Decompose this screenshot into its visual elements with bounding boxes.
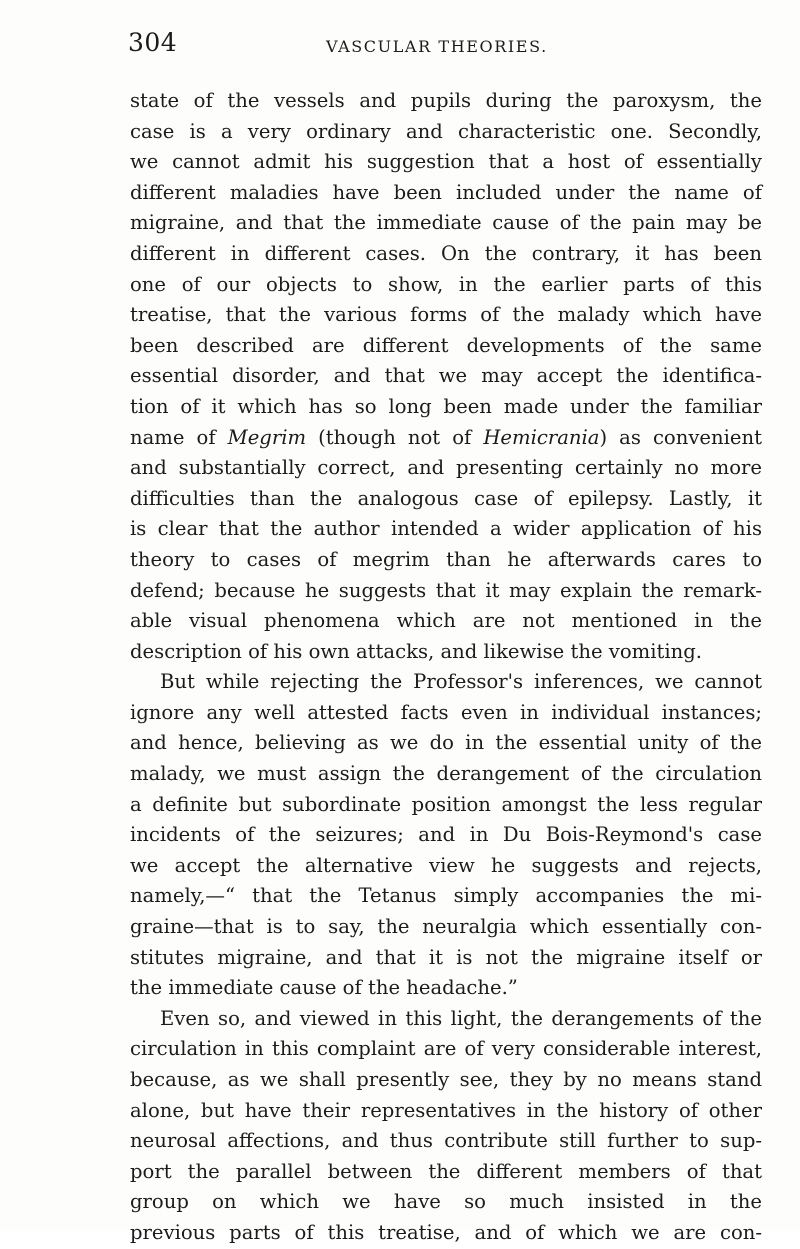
text-line: treatise, that the various forms of the malady which have	[130, 303, 762, 327]
text-line: graine—that is to say, the neuralgia which essentially con-	[130, 915, 762, 939]
text-run: name of	[130, 425, 228, 449]
text-line: description of his own attacks, and likewise the vomiting.	[130, 639, 703, 663]
text-line: stitutes migraine, and that it is not the migraine itself or	[130, 945, 762, 969]
text-line: different in different cases. On the contrary, it has been	[130, 241, 762, 265]
paragraph-3	[130, 1004, 762, 1249]
text-line: Even so, and viewed in this light, the derangements of the	[160, 1006, 762, 1030]
text-line: circulation in this complaint are of very considerable interest,	[130, 1037, 762, 1061]
text-line: migraine, and that the immediate cause of the pain may be	[130, 211, 762, 235]
text-line: been described are different developments of the same	[130, 333, 762, 357]
running-title: VASCULAR THEORIES.	[326, 37, 548, 56]
text-line: because, as we shall presently see, they by no means stand	[130, 1068, 762, 1091]
text-line: different maladies have been included under the name of	[130, 180, 762, 204]
text-line: namely,—“ that the Tetanus simply accompanies the mi-	[130, 884, 762, 908]
text-line: theory to cases of megrim than he afterwards cares to	[130, 547, 762, 571]
text-line: is clear that the author intended a wider application of his	[130, 517, 762, 541]
text-line: But while rejecting the Professor's inferences, we cannot	[160, 670, 762, 694]
text-line: a definite but subordinate position amongst the less regular	[130, 792, 762, 816]
paragraph-1	[130, 86, 762, 667]
text-line: state of the vessels and pupils during the paroxysm, the	[130, 89, 762, 112]
text-line: essential disorder, and that we may accept the identifica-	[130, 364, 762, 388]
body-text	[130, 86, 762, 1249]
page-number: 304	[128, 28, 178, 57]
italic-term-hemicrania: Hemicrania	[483, 425, 600, 449]
text-line: and substantially correct, and presenting certainly no more	[130, 456, 762, 480]
paragraph-2	[130, 667, 762, 1004]
text-line: neurosal affections, and thus contribute still further to sup-	[130, 1129, 762, 1153]
italic-term-megrim: Megrim	[227, 425, 307, 449]
text-line: ignore any well attested facts even in individual instances;	[130, 700, 762, 724]
text-line: group on which we have so much insisted in the	[130, 1190, 762, 1214]
text-run: (though not of	[306, 425, 484, 449]
text-line: malady, we must assign the derangement of the circulation	[130, 762, 762, 786]
text-run: ) as convenient	[599, 425, 762, 449]
text-line: port the parallel between the different members of that	[130, 1159, 762, 1183]
text-line: difficulties than the analogous case of epilepsy. Lastly, it	[130, 486, 762, 510]
text-line-with-italics	[130, 423, 762, 454]
text-line: alone, but have their representatives in the history of other	[130, 1098, 762, 1122]
text-line: and hence, believing as we do in the essential unity of the	[130, 731, 762, 755]
text-line: we accept the alternative view he suggests and rejects,	[130, 853, 762, 877]
text-line: the immediate cause of the headache.”	[130, 976, 518, 1000]
text-line: we cannot admit his suggestion that a host of essentially	[130, 150, 762, 174]
text-line: previous parts of this treatise, and of which we are con-	[130, 1220, 762, 1244]
text-line: tion of it which has so long been made under the familiar	[130, 394, 762, 418]
text-line: defend; because he suggests that it may explain the remark-	[130, 578, 762, 602]
text-line: one of our objects to show, in the earlier parts of this	[130, 272, 762, 296]
page-header	[128, 24, 768, 64]
text-line: incidents of the seizures; and in Du Bois-Reymond's case	[130, 823, 762, 847]
text-line: able visual phenomena which are not mentioned in the	[130, 609, 762, 633]
text-line: case is a very ordinary and characteristic one. Secondly,	[130, 119, 762, 143]
